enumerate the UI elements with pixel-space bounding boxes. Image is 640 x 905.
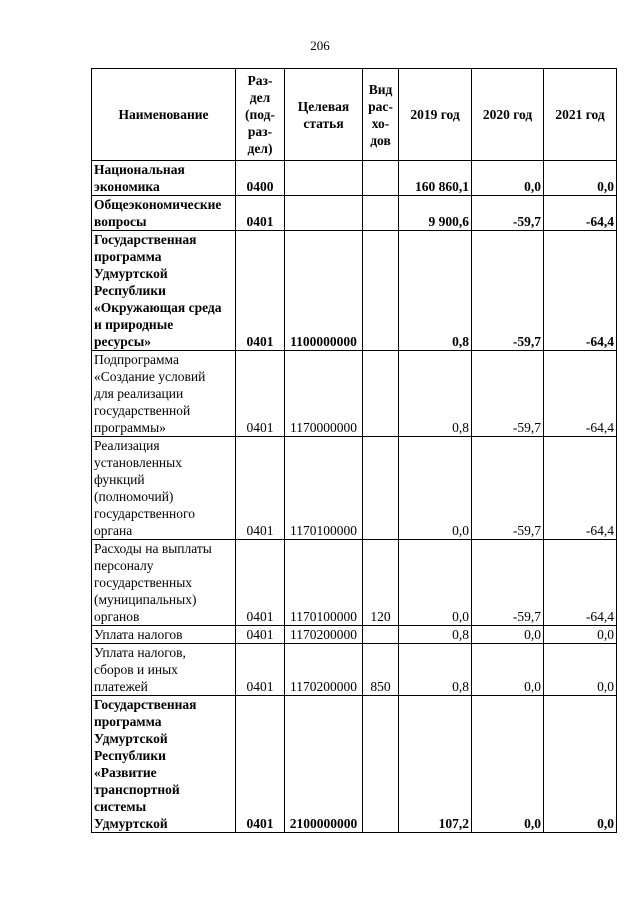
row-expense-type (363, 196, 399, 231)
row-2021: 0,0 (544, 644, 617, 696)
header-target: Целевая статья (285, 69, 363, 161)
row-2021: -64,4 (544, 196, 617, 231)
table-row (92, 196, 617, 231)
row-expense-type: 850 (363, 644, 399, 696)
row-section: 0401 (236, 231, 285, 351)
row-expense-type (363, 161, 399, 196)
row-expense-type: 120 (363, 540, 399, 626)
header-section: Раз- дел (под- раз- дел) (236, 69, 285, 161)
row-name: Общеэкономические вопросы (92, 196, 236, 231)
header-2019: 2019 год (399, 69, 472, 161)
table-row (92, 540, 617, 626)
row-2021: 0,0 (544, 626, 617, 644)
row-2020: -59,7 (472, 231, 544, 351)
row-2021: -64,4 (544, 437, 617, 540)
row-2020: -59,7 (472, 540, 544, 626)
header-2020: 2020 год (472, 69, 544, 161)
row-name: Подпрограмма «Создание условий для реализации государственной программы» (92, 351, 236, 437)
row-2019: 0,8 (399, 231, 472, 351)
row-target (285, 196, 363, 231)
row-expense-type (363, 437, 399, 540)
header-row (92, 69, 617, 161)
row-expense-type (363, 696, 399, 833)
row-2020: 0,0 (472, 696, 544, 833)
row-target: 1170200000 (285, 626, 363, 644)
row-2020: -59,7 (472, 196, 544, 231)
row-2020: 0,0 (472, 161, 544, 196)
row-2019: 0,8 (399, 644, 472, 696)
row-section: 0401 (236, 196, 285, 231)
row-section: 0400 (236, 161, 285, 196)
row-name: Государственная программа Удмуртской Республики «Развитие транспортной системы Удмуртской (92, 696, 236, 833)
header-name: Наименование (92, 69, 236, 161)
row-2021: 0,0 (544, 161, 617, 196)
table-row (92, 161, 617, 196)
row-2020: 0,0 (472, 644, 544, 696)
row-expense-type (363, 231, 399, 351)
row-expense-type (363, 351, 399, 437)
row-2021: 0,0 (544, 696, 617, 833)
row-2021: -64,4 (544, 540, 617, 626)
row-target: 1170100000 (285, 540, 363, 626)
row-2019: 0,8 (399, 351, 472, 437)
row-section: 0401 (236, 540, 285, 626)
header-expense-type: Вид рас- хо- дов (363, 69, 399, 161)
page-number: 206 (310, 38, 330, 53)
row-section: 0401 (236, 626, 285, 644)
row-name: Реализация установленных функций (полномочий) государственного органа (92, 437, 236, 540)
row-section: 0401 (236, 696, 285, 833)
row-2019: 107,2 (399, 696, 472, 833)
row-2019: 160 860,1 (399, 161, 472, 196)
table-row (92, 351, 617, 437)
header-2021: 2021 год (544, 69, 617, 161)
row-section: 0401 (236, 351, 285, 437)
row-target (285, 161, 363, 196)
row-2021: -64,4 (544, 351, 617, 437)
budget-table (91, 68, 617, 833)
table-row (92, 626, 617, 644)
table-row (92, 437, 617, 540)
row-2020: 0,0 (472, 626, 544, 644)
row-2019: 0,0 (399, 540, 472, 626)
row-section: 0401 (236, 437, 285, 540)
row-name: Национальная экономика (92, 161, 236, 196)
row-expense-type (363, 626, 399, 644)
row-2019: 0,8 (399, 626, 472, 644)
row-section: 0401 (236, 644, 285, 696)
row-target: 1100000000 (285, 231, 363, 351)
table-row (92, 696, 617, 833)
row-2020: -59,7 (472, 437, 544, 540)
row-name: Расходы на выплаты персоналу государственных (муниципальных) органов (92, 540, 236, 626)
row-target: 2100000000 (285, 696, 363, 833)
row-2021: -64,4 (544, 231, 617, 351)
row-name: Уплата налогов, сборов и иных платежей (92, 644, 236, 696)
table-row (92, 644, 617, 696)
row-target: 1170200000 (285, 644, 363, 696)
row-target: 1170100000 (285, 437, 363, 540)
row-target: 1170000000 (285, 351, 363, 437)
row-2019: 0,0 (399, 437, 472, 540)
row-name: Уплата налогов (92, 626, 236, 644)
table-row (92, 231, 617, 351)
row-name: Государственная программа Удмуртской Республики «Окружающая среда и природные ресурсы» (92, 231, 236, 351)
row-2019: 9 900,6 (399, 196, 472, 231)
row-2020: -59,7 (472, 351, 544, 437)
